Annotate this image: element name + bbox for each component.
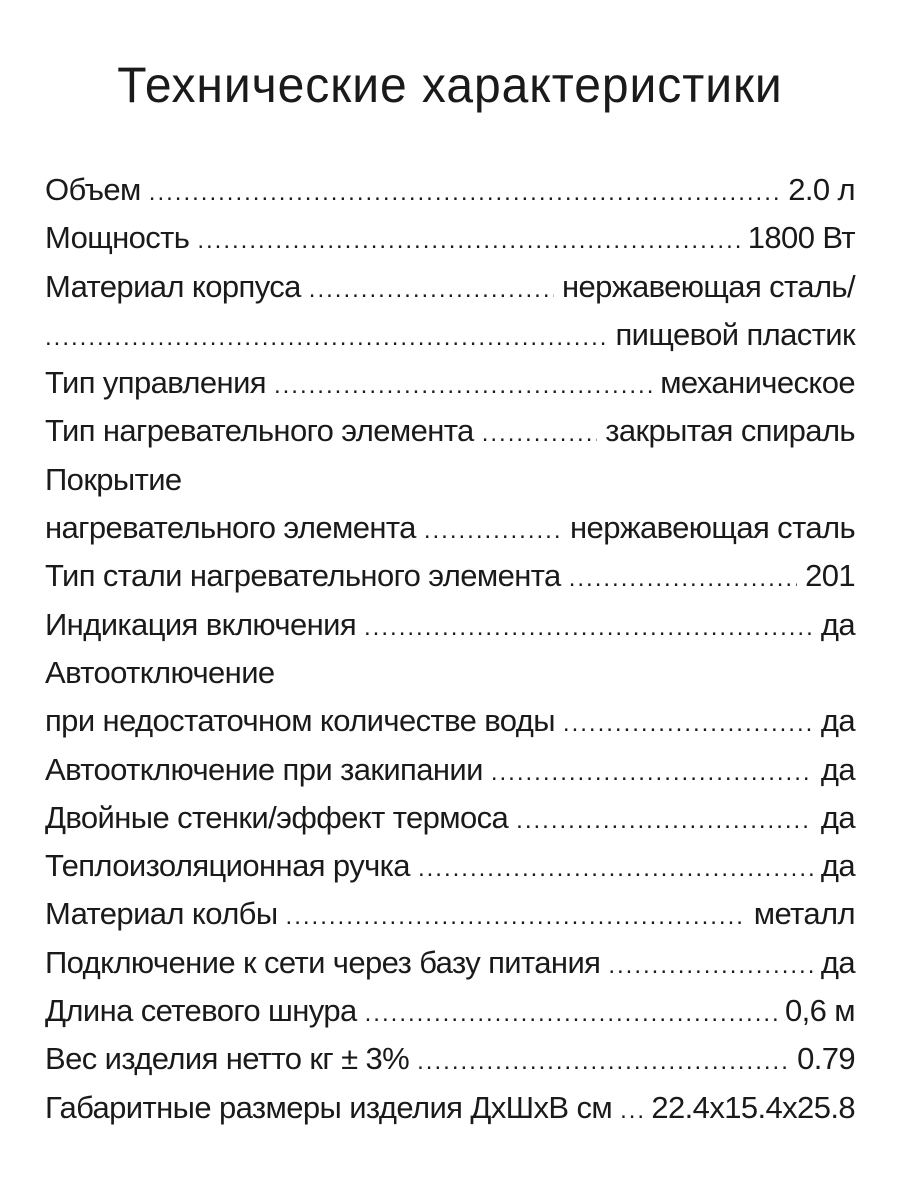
spec-row-control-type (45, 359, 855, 407)
spec-value: да (820, 848, 855, 884)
dot-leader (424, 507, 562, 555)
dot-leader (417, 1038, 789, 1086)
spec-row-net-weight (45, 1035, 855, 1083)
spec-label: Автоотключение (45, 654, 275, 690)
spec-label: Материал колбы (45, 896, 278, 932)
spec-label: Теплоизоляционная ручка (45, 848, 410, 884)
spec-row-coating (45, 504, 855, 552)
spec-row-power (45, 214, 855, 262)
spec-row-volume (45, 166, 855, 214)
spec-row-base-connection (45, 939, 855, 987)
spec-value: 1800 Вт (747, 220, 855, 256)
dot-leader (482, 410, 598, 458)
spec-label: Габаритные размеры изделия ДхШхВ см (45, 1089, 613, 1125)
spec-value: да (820, 944, 855, 980)
spec-value: 2.0 л (788, 172, 855, 207)
spec-value: да (820, 751, 855, 787)
page-title: Технические характеристики (117, 57, 783, 113)
spec-row-double-walls (45, 794, 855, 842)
dot-leader (149, 169, 780, 217)
spec-value: да (820, 606, 855, 642)
dot-leader (286, 893, 746, 941)
dot-leader (365, 990, 777, 1038)
spec-label: Покрытие (45, 461, 182, 497)
spec-label: нагревательного элемента (45, 510, 416, 546)
spec-list (45, 166, 855, 1132)
spec-value: закрытая спираль (605, 413, 855, 449)
spec-row-body-material (45, 263, 855, 311)
spec-row-insulated-handle (45, 842, 855, 890)
spec-row-steel-type (45, 552, 855, 600)
spec-label: Объем (45, 172, 141, 207)
spec-label: Тип нагревательного элемента (45, 413, 474, 449)
spec-value: 0,6 м (784, 993, 855, 1029)
spec-value: 22.4х15.4х25.8 (651, 1089, 855, 1125)
spec-label: Индикация включения (45, 606, 357, 642)
spec-row-dimensions (45, 1084, 855, 1132)
spec-label: Подключение к сети через базу питания (45, 944, 601, 980)
spec-row-auto-off-boil (45, 746, 855, 794)
spec-row-auto-off-low-water (45, 697, 855, 745)
spec-value: пищевой пластик (615, 316, 855, 352)
spec-label: Двойные стенки/эффект термоса (45, 799, 509, 835)
dot-leader (620, 1087, 643, 1135)
spec-label: Тип управления (45, 365, 266, 401)
spec-value: нержавеющая сталь/ (562, 268, 855, 304)
spec-value: 201 (805, 558, 855, 594)
spec-label: Автоотключение при закипании (45, 751, 483, 787)
dot-leader (608, 942, 813, 990)
spec-label: Длина сетевого шнура (45, 993, 357, 1029)
dot-leader (569, 555, 797, 603)
dot-leader (309, 266, 554, 314)
spec-label: Материал корпуса (45, 268, 301, 304)
dot-leader (45, 314, 608, 362)
spec-value: механическое (660, 365, 855, 401)
spec-row-flask-material (45, 890, 855, 938)
spec-label: Тип стали нагревательного элемента (45, 558, 561, 594)
spec-row-coating-heading (45, 456, 855, 504)
dot-leader (364, 604, 813, 652)
spec-value: металл (753, 896, 855, 932)
dot-leader (274, 362, 652, 410)
spec-value: нержавеющая сталь (570, 510, 855, 546)
spec-row-cord-length (45, 987, 855, 1035)
spec-value: да (820, 799, 855, 835)
spec-row-heating-element-type (45, 407, 855, 455)
dot-leader (563, 700, 813, 748)
spec-value: 0.79 (797, 1041, 855, 1077)
spec-label: Вес изделия нетто кг ± 3% (45, 1041, 410, 1077)
dot-leader (491, 749, 813, 797)
spec-row-body-material-cont (45, 311, 855, 359)
spec-row-auto-off-heading (45, 649, 855, 697)
dot-leader (197, 217, 739, 265)
dot-leader (516, 797, 813, 845)
spec-label: при недостаточном количестве воды (45, 703, 555, 739)
spec-value: да (820, 703, 855, 739)
spec-row-power-indicator (45, 601, 855, 649)
dot-leader (418, 845, 813, 893)
spec-label: Мощность (45, 220, 190, 256)
